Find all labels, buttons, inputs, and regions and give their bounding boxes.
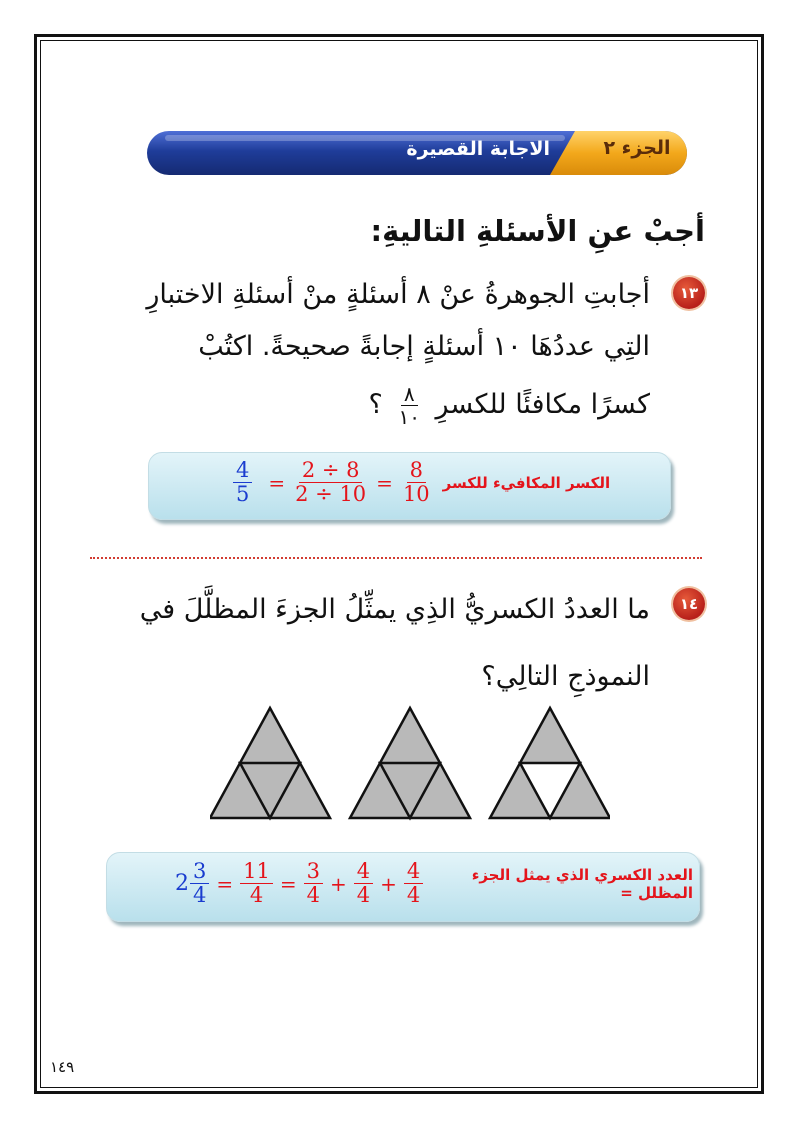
term-fraction-2 (354, 861, 373, 906)
numerator: 2 ÷ 8 (299, 460, 363, 483)
answer-box-13 (148, 452, 671, 520)
section-title: الاجابة القصيرة (406, 138, 550, 160)
question-14-line-1: ما العددُ الكسريُّ الذِي يمثِّلُ الجزءَ المظلَّلَ في (139, 594, 650, 625)
answer-fraction-result (233, 460, 252, 505)
question-13-line-1: أجابتِ الجوهرةُ عنْ ٨ أسئلةٍ منْ أسئلةِ الاختبارِ (146, 279, 650, 310)
mixed-whole: 2 (175, 871, 189, 896)
denominator: 4 (306, 883, 321, 907)
page-number: ١٤٩ (50, 1058, 75, 1076)
plus-sign: + (380, 871, 397, 896)
equals-sign: = (216, 871, 234, 896)
denominator: 4 (406, 883, 421, 907)
answer-box-14 (106, 852, 700, 922)
numerator: 8 (407, 460, 426, 483)
question-13-line-3 (369, 380, 650, 430)
fraction-numerator: ٨ (401, 384, 418, 406)
denominator: 5 (236, 482, 250, 506)
triangle-figure-3 (490, 708, 610, 818)
question-fraction (395, 384, 422, 427)
part-label: الجزء ٢ (603, 137, 671, 159)
triangle-figure-2 (350, 708, 470, 818)
section-divider (90, 557, 702, 559)
numerator: 4 (233, 460, 252, 483)
numerator: 3 (304, 861, 323, 884)
term-fraction-3 (304, 861, 323, 906)
answer-14-equation (175, 861, 699, 906)
section-banner (145, 128, 690, 178)
answer-label: الكسر المكافيء للكسر (442, 473, 611, 492)
equals-sign: = (376, 470, 393, 495)
answer-fraction-original (400, 460, 433, 505)
sum-fraction (240, 861, 273, 906)
question-14-line-2: النموذجِ التالِي؟ (481, 661, 650, 692)
question-mark: ؟ (368, 389, 383, 420)
denominator: 4 (356, 883, 371, 907)
equals-sign: = (268, 470, 286, 495)
question-number-badge: ١٣ (673, 277, 705, 309)
plus-sign: + (330, 871, 347, 896)
answer-13-equation (229, 460, 616, 505)
answer-label: العدد الكسري الذي يمثل الجزء المظلل = (471, 865, 693, 902)
triangle-figure-1 (210, 708, 330, 818)
question-number-badge: ١٤ (673, 588, 705, 620)
numerator: 11 (240, 861, 273, 884)
inner-border (40, 40, 758, 1088)
denominator: 4 (249, 883, 264, 907)
fraction-denominator: ١٠ (398, 405, 420, 429)
instruction-heading: أجبْ عنِ الأسئلةِ التاليةِ: (370, 214, 705, 248)
denominator: 10 (402, 482, 430, 506)
triangle-model (210, 705, 610, 825)
equals-sign: = (279, 871, 297, 896)
answer-fraction-division (292, 460, 369, 505)
question-13-line-3-text: كسرًا مكافئًا للكسرِ (435, 389, 650, 420)
question-13-line-2: التِي عددُهَا ١٠ أسئلةٍ إجابةً صحيحةً. اكتُبْ (198, 331, 650, 362)
numerator: 3 (190, 861, 209, 884)
numerator: 4 (354, 861, 373, 884)
numerator: 4 (404, 861, 423, 884)
mixed-fraction (190, 861, 209, 906)
denominator: 4 (193, 883, 207, 907)
denominator: 2 ÷ 10 (295, 482, 367, 506)
term-fraction-1 (404, 861, 423, 906)
